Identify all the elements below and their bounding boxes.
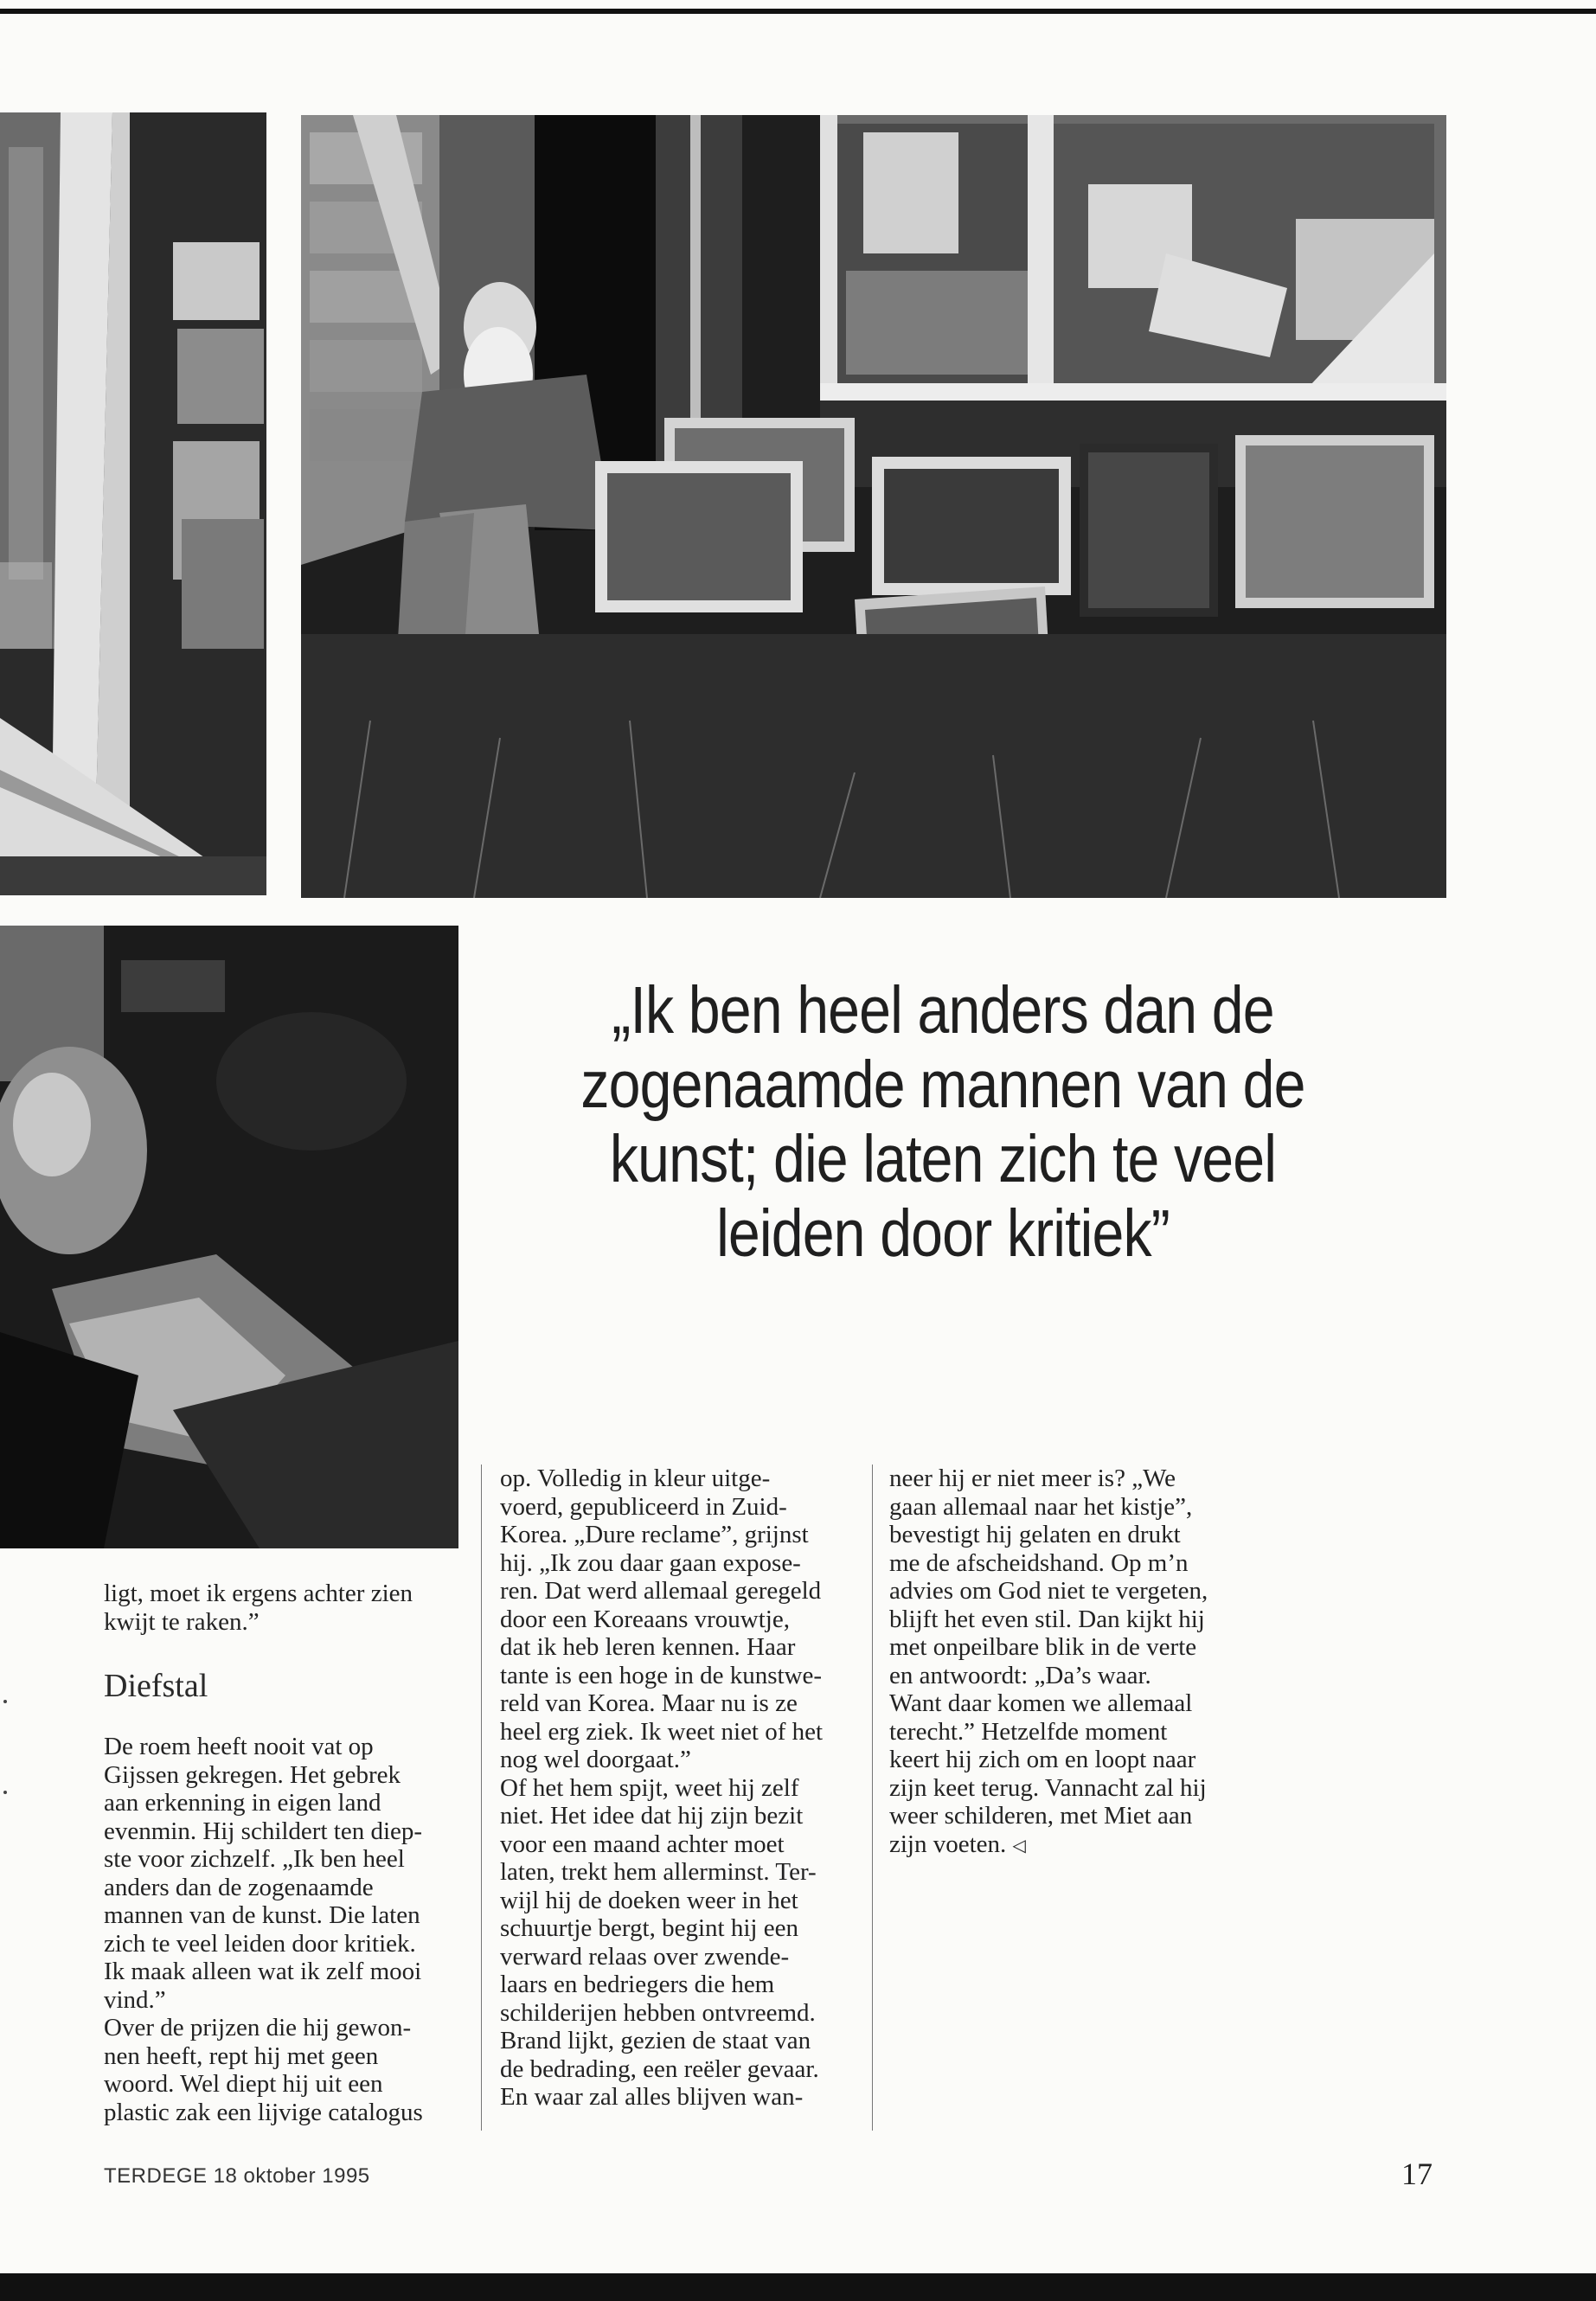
text-line: Want daar komen we allemaal <box>889 1689 1193 1717</box>
margin-dot <box>3 1700 7 1703</box>
text-line: nen heeft, rept hij met geen <box>104 2041 379 2070</box>
photo-window-frame-image <box>0 112 266 895</box>
text-line: Of het hem spijt, weet hij zelf <box>500 1773 799 1802</box>
text-line: verward relaas over zwende- <box>500 1942 790 1971</box>
text-line: reld van Korea. Maar nu is ze <box>500 1689 798 1717</box>
text-line: bevestigt hij gelaten en drukt <box>889 1521 1181 1548</box>
footer-publication: TERDEGE 18 oktober 1995 <box>104 2164 370 2188</box>
text-line: nog wel doorgaat.” <box>500 1746 691 1773</box>
text-line: weer schilderen, met Miet aan <box>889 1802 1193 1830</box>
text-line: gaan allemaal naar het kistje”, <box>889 1492 1193 1521</box>
text-line: neer hij er niet meer is? „We <box>889 1465 1176 1492</box>
text-line: voerd, gepubliceerd in Zuid- <box>500 1492 787 1521</box>
text-line: wijl hij de doeken weer in het <box>500 1886 798 1914</box>
text-line: de bedrading, een reëler gevaar. <box>500 2054 819 2083</box>
text-line: laten, trekt hem allerminst. Ter- <box>500 1858 817 1886</box>
last-line-text: zijn voeten. <box>889 1830 1007 1858</box>
photo-dark-closeup <box>0 926 458 1548</box>
photo-window-frame <box>0 112 266 895</box>
pull-quote-line: leiden door kritiek” <box>716 1196 1170 1271</box>
section-subhead: Diefstal <box>104 1668 208 1704</box>
margin-dot <box>3 1791 7 1794</box>
photo-painter-image <box>301 115 1446 898</box>
text-line: woord. Wel diept hij uit een <box>104 2070 383 2098</box>
text-line: tante is een hoge in de kunstwe- <box>500 1661 823 1689</box>
text-line: Gijssen gekregen. Het gebrek <box>104 1760 401 1789</box>
photo-painter-with-paintings <box>301 115 1446 898</box>
text-line: En waar zal alles blijven wan- <box>500 2083 804 2111</box>
text-line: hij. „Ik zou daar gaan expose- <box>500 1548 801 1577</box>
pull-quote-line: „Ik ben heel anders dan de <box>612 973 1274 1048</box>
text-line: zijn keet terug. Vannacht zal hij <box>889 1773 1207 1802</box>
article-column-3 <box>889 1465 1270 1860</box>
text-line: op. Volledig in kleur uitge- <box>500 1465 771 1492</box>
text-line: en antwoordt: „Da’s waar. <box>889 1661 1151 1689</box>
page-number: 17 <box>1401 2157 1433 2191</box>
text-line: ligt, moet ik ergens achter zien <box>104 1580 413 1607</box>
text-line: keert hij zich om en loopt naar <box>889 1746 1196 1773</box>
text-line: door een Koreaans vrouwtje, <box>500 1605 790 1633</box>
text-line: met onpeilbare blik in de verte <box>889 1633 1197 1661</box>
text-line: me de afscheidshand. Op m’n <box>889 1548 1189 1577</box>
text-line: zich te veel leiden door kritiek. <box>104 1929 416 1958</box>
text-line: vind.” <box>104 1985 166 2014</box>
text-line: voor een maand achter moet <box>500 1830 785 1858</box>
text-line: advies om God niet te vergeten, <box>889 1577 1208 1605</box>
column-divider <box>872 1465 873 2131</box>
text-line: Over de prijzen die hij gewon- <box>104 2014 412 2041</box>
text-line <box>889 1830 1270 1861</box>
text-line: blijft het even stil. Dan kijkt hij <box>889 1605 1205 1633</box>
text-line: ren. Dat werd allemaal geregeld <box>500 1577 822 1605</box>
column-divider <box>481 1465 482 2131</box>
pull-quote <box>548 973 1337 1271</box>
text-line: Korea. „Dure reclame”, grijnst <box>500 1521 809 1548</box>
article-column-1 <box>104 1580 458 2126</box>
text-line: ste voor zichzelf. „Ik ben heel <box>104 1845 405 1873</box>
text-line: schuurtje bergt, begint hij een <box>500 1914 798 1942</box>
text-line: dat ik heb leren kennen. Haar <box>500 1633 796 1661</box>
photo-dark-closeup-image <box>0 926 458 1548</box>
text-line: plastic zak een lijvige catalogus <box>104 2098 423 2126</box>
end-mark-icon: ◁ <box>1012 1836 1026 1856</box>
article-column-2 <box>500 1465 855 2112</box>
pull-quote-line: zogenaamde mannen van de <box>580 1048 1305 1122</box>
text-line: kwijt te raken.” <box>104 1607 260 1636</box>
text-line: De roem heeft nooit vat op <box>104 1733 374 1760</box>
text-line: laars en bedriegers die hem <box>500 1971 775 1998</box>
bottom-rule <box>0 2273 1596 2301</box>
text-line: Brand lijkt, gezien de staat van <box>500 2027 811 2054</box>
text-line: heel erg ziek. Ik weet niet of het <box>500 1717 824 1746</box>
pull-quote-line: kunst; die laten zich te veel <box>609 1122 1277 1196</box>
text-line: evenmin. Hij schildert ten diep- <box>104 1817 423 1845</box>
text-line: terecht.” Hetzelfde moment <box>889 1717 1168 1746</box>
text-line: schilderijen hebben ontvreemd. <box>500 1998 816 2027</box>
text-line: anders dan de zogenaamde <box>104 1873 374 1901</box>
top-rule <box>0 9 1596 14</box>
text-line: aan erkenning in eigen land <box>104 1789 381 1817</box>
text-line: mannen van de kunst. Die laten <box>104 1901 420 1929</box>
text-line: niet. Het idee dat hij zijn bezit <box>500 1802 804 1830</box>
text-line: Ik maak alleen wat ik zelf mooi <box>104 1958 422 1985</box>
